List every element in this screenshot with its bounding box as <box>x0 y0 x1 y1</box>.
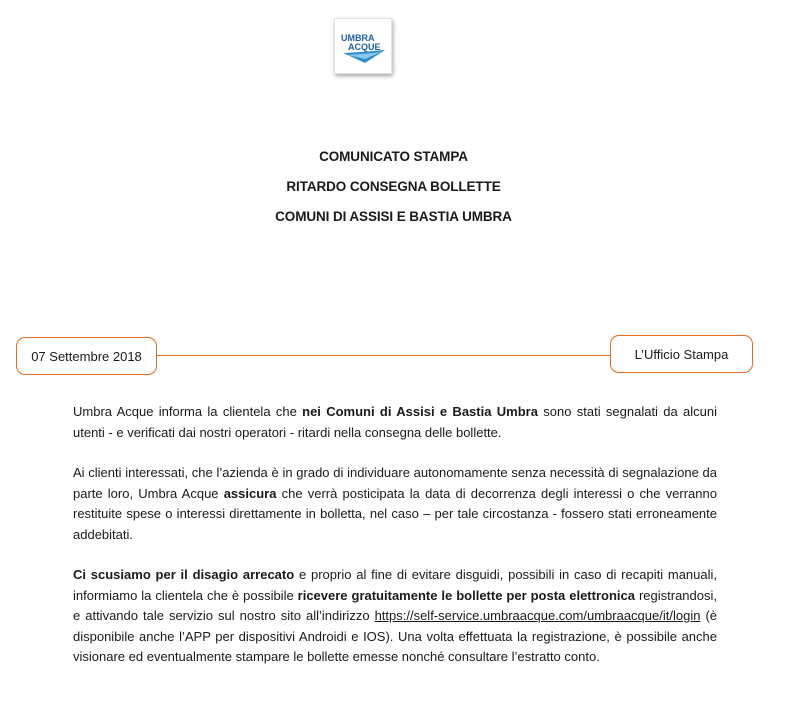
umbra-acque-logo-icon <box>335 19 391 73</box>
logo-line2: ACQUE <box>348 42 381 52</box>
date-office-connector <box>157 355 610 356</box>
office-box: L’Ufficio Stampa <box>610 335 753 373</box>
paragraph-3 <box>73 565 717 668</box>
p2-text-a: Ai clienti interessati, che l’azienda è in grado di individuare autonomamente senza necessità di segnalazione da parte loro, Umbra Acque <box>73 465 717 501</box>
logo <box>334 18 392 74</box>
title-communicato: COMUNICATO STAMPA <box>319 149 468 164</box>
title-comuni: COMUNI DI ASSISI E BASTIA UMBRA <box>275 209 512 224</box>
p2-bold: assicura <box>223 485 277 501</box>
p1-text-a: Umbra Acque informa la clientela che <box>73 404 303 419</box>
p3-bold-apology: Ci scusiamo per il disagio arrecato <box>73 567 295 582</box>
paragraph-1 <box>73 402 717 443</box>
press-release-body <box>73 402 717 688</box>
p3-bold-email: ricevere gratuitamente le bollette per posta elettronica <box>297 587 635 603</box>
p1-text-c: sono stati segnalati da alcuni utenti - e verificati dai nostri operatori - ritardi nella consegna delle bollette. <box>73 404 717 440</box>
p2-text-c: che verrà posticipata la data di decorrenza degli interessi o che verranno restituite spese o interessi direttamente in bolletta, nel caso – per tale circostanza - fossero stati erroneamente addebitati. <box>73 485 717 542</box>
title-ritardo: RITARDO CONSEGNA BOLLETTE <box>286 179 501 194</box>
p3-text-d: registrandosi, e attivando tale servizio sul nostro sito all’indirizzo <box>73 587 717 623</box>
paragraph-2 <box>73 463 717 545</box>
logo-line1: UMBRA <box>341 33 375 43</box>
date-box: 07 Settembre 2018 <box>16 337 157 375</box>
p3-text-e: (è disponibile anche l’APP per dispositivi Androidi e IOS). Una volta effettuata la registrazione, è possibile anche visionare ed eventualmente stampare le bollette emesse nonché consultare l’estratto conto. <box>73 608 718 664</box>
self-service-link[interactable]: https://self-service.umbraacque.com/umbraacque/it/login <box>374 608 701 623</box>
press-release-header <box>0 148 787 238</box>
p3-text-b: e proprio al fine di evitare disguidi, possibili in caso di recapiti manuali, informiamo la clientela che è possibile <box>73 567 718 603</box>
p1-bold: nei Comuni di Assisi e Bastia Umbra <box>302 404 538 419</box>
